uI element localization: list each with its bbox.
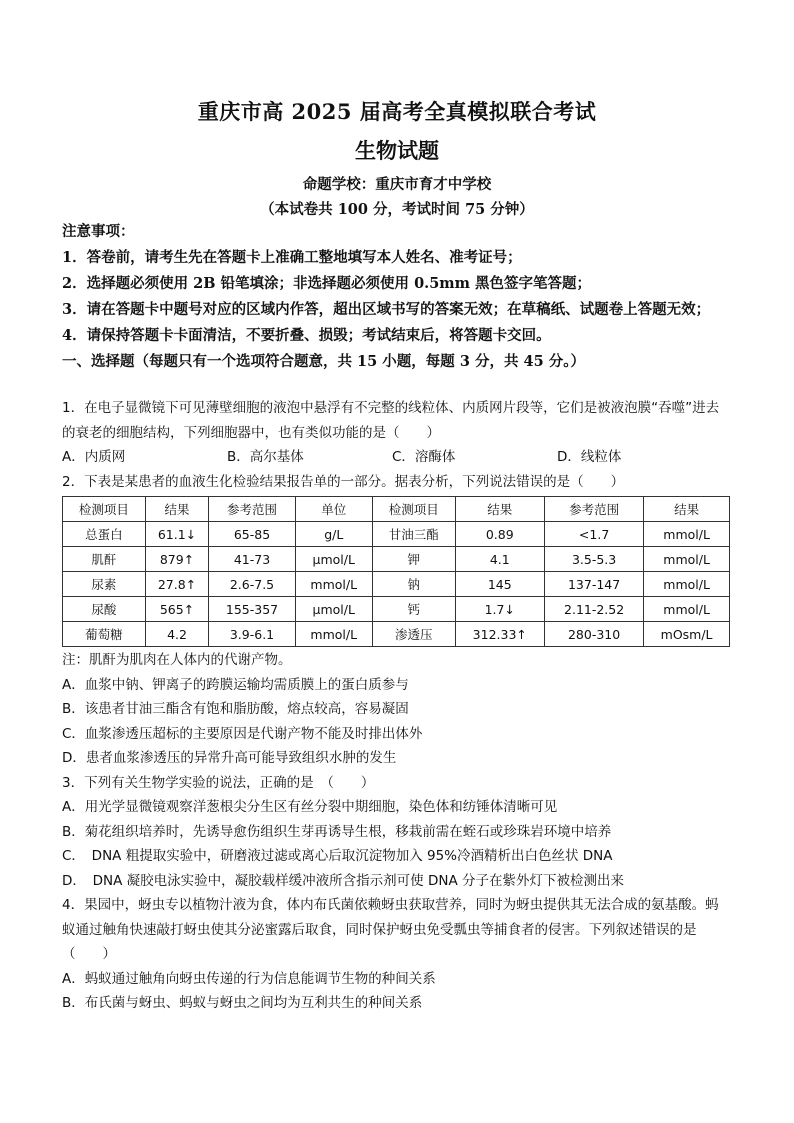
note-item: 2．选择题必须使用 2B 铅笔填涂；非选择题必须使用 0.5mm 黑色签字笔答题； bbox=[62, 275, 592, 292]
question-2-options bbox=[62, 648, 732, 1016]
table-row bbox=[63, 522, 730, 547]
table-header-cell: 结果 bbox=[644, 497, 730, 522]
table-cell: 3.5-5.3 bbox=[545, 547, 644, 572]
table-header-cell: 结果 bbox=[455, 497, 544, 522]
table-cell: 尿素 bbox=[63, 572, 146, 597]
table-cell: mmol/L bbox=[295, 572, 372, 597]
table-cell: mmol/L bbox=[644, 572, 730, 597]
option-d: D．线粒体 bbox=[557, 449, 622, 465]
table-cell: g/L bbox=[295, 522, 372, 547]
option-c: C．血浆渗透压超标的主要原因是代谢产物不能及时排出体外 bbox=[62, 725, 423, 742]
table-cell: 肌酐 bbox=[63, 547, 146, 572]
table-header-cell: 检测项目 bbox=[372, 497, 455, 522]
notes-block bbox=[62, 219, 732, 375]
table-row bbox=[63, 572, 730, 597]
exam-info-line: （本试卷共 100 分，考试时间 75 分钟） bbox=[260, 201, 534, 218]
note-item: 4．请保持答题卡卡面清洁，不要折叠、损毁；考试结束后，将答题卡交回。 bbox=[62, 327, 551, 344]
note-item: 1．答卷前，请考生先在答题卡上准确工整地填写本人姓名、准考证号； bbox=[62, 249, 522, 266]
option-d: D．患者血浆渗透压的异常升高可能导致组织水肿的发生 bbox=[62, 750, 397, 766]
notes-heading: 注意事项： bbox=[62, 223, 135, 240]
option-a: A．蚂蚁通过触角向蚜虫传递的行为信息能调节生物的种间关系 bbox=[62, 970, 436, 987]
option-d: D． DNA 凝胶电泳实验中，凝胶载样缓冲液所含指示剂可使 DNA 分子在紫外灯下被检测出来 bbox=[62, 872, 624, 889]
table-note: 注：肌酐为肌肉在人体内的代谢产物。 bbox=[62, 652, 292, 668]
table-cell: 27.8↑ bbox=[145, 572, 209, 597]
option-b: B．菊花组织培养时，先诱导愈伤组织生芽再诱导生根，移栽前需在蛭石或珍珠岩环境中培养 bbox=[62, 823, 612, 840]
table-cell: <1.7 bbox=[545, 522, 644, 547]
table-cell: 41-73 bbox=[209, 547, 295, 572]
question-stem: 4．果园中，蚜虫专以植物汁液为食，体内布氏菌依赖蚜虫获取营养，同时为蚜虫提供其无法合成的氨基酸。蚂蚁通过触角快速敲打蚜虫使其分泌蜜露后取食，同时保护蚜虫免受瓢虫等捕食者的侵害。下列叙述错误的是（ ） bbox=[62, 897, 719, 962]
table-header-row bbox=[63, 497, 730, 522]
school-line: 命题学校：重庆市育才中学校 bbox=[302, 176, 492, 193]
table-cell: mmol/L bbox=[644, 597, 730, 622]
table-cell: 钙 bbox=[372, 597, 455, 622]
table-cell: mOsm/L bbox=[644, 622, 730, 647]
table-cell: 2.6-7.5 bbox=[209, 572, 295, 597]
table-cell: 155-357 bbox=[209, 597, 295, 622]
table-cell: 甘油三酯 bbox=[372, 522, 455, 547]
table-cell: 2.11-2.52 bbox=[545, 597, 644, 622]
options-row bbox=[62, 445, 732, 470]
option-a: A．血浆中钠、钾离子的跨膜运输均需质膜上的蛋白质参与 bbox=[62, 676, 409, 693]
option-b: B．高尔基体 bbox=[227, 449, 304, 465]
table-header-cell: 结果 bbox=[145, 497, 209, 522]
table-cell: mmol/L bbox=[295, 622, 372, 647]
lab-results-table bbox=[62, 496, 730, 647]
table-cell: 尿酸 bbox=[63, 597, 146, 622]
subject-title: 生物试题 bbox=[355, 138, 439, 163]
table-cell: 312.33↑ bbox=[455, 622, 544, 647]
table-cell: 1.7↓ bbox=[455, 597, 544, 622]
option-b: B．布氏菌与蚜虫、蚂蚁与蚜虫之间均为互利共生的种间关系 bbox=[62, 995, 423, 1011]
table-cell: 61.1↓ bbox=[145, 522, 209, 547]
table-row bbox=[63, 597, 730, 622]
table-cell: μmol/L bbox=[295, 597, 372, 622]
table-cell: 钠 bbox=[372, 572, 455, 597]
table-cell: 3.9-6.1 bbox=[209, 622, 295, 647]
question-stem: 3．下列有关生物学实验的说法，正确的是 （ ） bbox=[62, 774, 375, 791]
option-a: A．内质网 bbox=[62, 449, 126, 465]
table-cell: μmol/L bbox=[295, 547, 372, 572]
table-header-cell: 单位 bbox=[295, 497, 372, 522]
table-cell: 879↑ bbox=[145, 547, 209, 572]
question-stem: 1．在电子显微镜下可见薄壁细胞的液泡中悬浮有不完整的线粒体、内质网片段等，它们是被液泡膜“吞噬”进去的衰老的细胞结构，下列细胞器中，也有类似功能的是（ ） bbox=[62, 400, 720, 441]
table-header-cell: 检测项目 bbox=[63, 497, 146, 522]
table-cell: 4.1 bbox=[455, 547, 544, 572]
table-cell: 渗透压 bbox=[372, 622, 455, 647]
table-cell: 280-310 bbox=[545, 622, 644, 647]
option-c: C． DNA 粗提取实验中，研磨液过滤或离心后取沉淀物加入 95%冷酒精析出白色丝状 DNA bbox=[62, 848, 613, 864]
table-cell: 137-147 bbox=[545, 572, 644, 597]
table-cell: 0.89 bbox=[455, 522, 544, 547]
table-cell: 钾 bbox=[372, 547, 455, 572]
table-cell: 葡萄糖 bbox=[63, 622, 146, 647]
option-a: A．用光学显微镜观察洋葱根尖分生区有丝分裂中期细胞，染色体和纺锤体清晰可见 bbox=[62, 799, 558, 815]
table-row bbox=[63, 547, 730, 572]
section-heading: 一、选择题（每题只有一个选项符合题意，共 15 小题，每题 3 分，共 45 分。） bbox=[62, 353, 585, 370]
option-c: C．溶酶体 bbox=[392, 449, 456, 465]
question-1 bbox=[62, 396, 732, 494]
table-cell: 65-85 bbox=[209, 522, 295, 547]
note-item: 3．请在答题卡中题号对应的区域内作答，超出区域书写的答案无效；在草稿纸、试题卷上答题无效； bbox=[62, 301, 711, 318]
table-cell: mmol/L bbox=[644, 522, 730, 547]
table-cell: 4.2 bbox=[145, 622, 209, 647]
table-cell: 145 bbox=[455, 572, 544, 597]
exam-title: 重庆市高 2025 届高考全真模拟联合考试 bbox=[197, 99, 597, 124]
table-cell: mmol/L bbox=[644, 547, 730, 572]
table-header-cell: 参考范围 bbox=[545, 497, 644, 522]
question-stem: 2．下表是某患者的血液生化检验结果报告单的一部分。据表分析，下列说法错误的是（ ） bbox=[62, 473, 625, 490]
table-cell: 565↑ bbox=[145, 597, 209, 622]
table-cell: 总蛋白 bbox=[63, 522, 146, 547]
option-b: B．该患者甘油三酯含有饱和脂肪酸，熔点较高，容易凝固 bbox=[62, 701, 409, 717]
table-header-cell: 参考范围 bbox=[209, 497, 295, 522]
table-row bbox=[63, 622, 730, 647]
